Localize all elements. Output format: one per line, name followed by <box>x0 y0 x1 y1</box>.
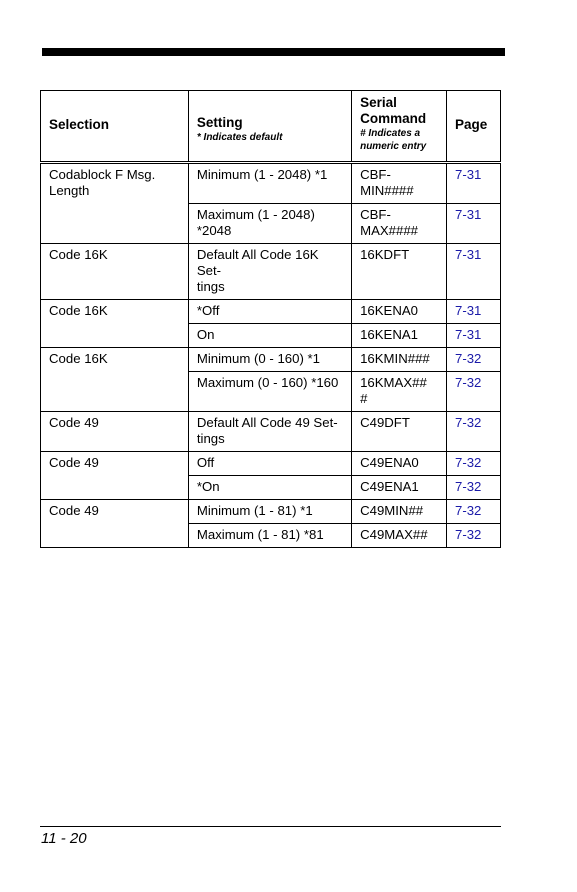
settings-table <box>40 90 501 548</box>
command-cell: C49MIN## <box>352 500 447 524</box>
setting-cell: Maximum (1 - 2048) *2048 <box>188 204 351 244</box>
page-link[interactable]: 7-31 <box>447 244 501 300</box>
setting-cell: Default All Code 49 Set- tings <box>188 412 351 452</box>
setting-cell: Default All Code 16K Set- tings <box>188 244 351 300</box>
command-cell: C49MAX## <box>352 524 447 548</box>
table-row <box>41 300 501 324</box>
page-link[interactable]: 7-32 <box>447 348 501 372</box>
table-header-row <box>41 91 501 163</box>
setting-cell: *Off <box>188 300 351 324</box>
page-link[interactable]: 7-32 <box>447 524 501 548</box>
page-link[interactable]: 7-31 <box>447 324 501 348</box>
setting-cell: On <box>188 324 351 348</box>
selection-cell: Codablock F Msg. Length <box>41 163 189 244</box>
command-cell: 16KMIN### <box>352 348 447 372</box>
table-row <box>41 348 501 372</box>
page-link[interactable]: 7-32 <box>447 412 501 452</box>
selection-cell: Code 16K <box>41 348 189 412</box>
selection-cell: Code 16K <box>41 300 189 348</box>
top-rule <box>42 48 505 56</box>
command-cell: CBF- MAX#### <box>352 204 447 244</box>
header-selection: Selection <box>41 91 189 163</box>
selection-cell: Code 16K <box>41 244 189 300</box>
table-row <box>41 244 501 300</box>
setting-cell: Minimum (0 - 160) *1 <box>188 348 351 372</box>
selection-cell: Code 49 <box>41 412 189 452</box>
setting-cell: Off <box>188 452 351 476</box>
command-cell: C49ENA0 <box>352 452 447 476</box>
table-row <box>41 412 501 452</box>
command-cell: 16KENA0 <box>352 300 447 324</box>
page-number: 11 - 20 <box>41 830 87 847</box>
command-cell: 16KDFT <box>352 244 447 300</box>
header-setting: Setting * Indicates default <box>188 91 351 163</box>
setting-cell: Minimum (1 - 2048) *1 <box>188 163 351 204</box>
footer-rule <box>40 826 501 827</box>
setting-cell: Maximum (0 - 160) *160 <box>188 372 351 412</box>
page-link[interactable]: 7-32 <box>447 500 501 524</box>
command-cell: C49DFT <box>352 412 447 452</box>
page-link[interactable]: 7-32 <box>447 372 501 412</box>
table-row <box>41 500 501 524</box>
setting-cell: *On <box>188 476 351 500</box>
command-cell: 16KENA1 <box>352 324 447 348</box>
header-serial-command: Serial Command # Indicates a numeric entry <box>352 91 447 163</box>
header-page: Page <box>447 91 501 163</box>
page-link[interactable]: 7-31 <box>447 204 501 244</box>
page-link[interactable]: 7-32 <box>447 452 501 476</box>
setting-cell: Maximum (1 - 81) *81 <box>188 524 351 548</box>
table-row <box>41 452 501 476</box>
selection-cell: Code 49 <box>41 452 189 500</box>
command-cell: 16KMAX## # <box>352 372 447 412</box>
table-row <box>41 163 501 204</box>
setting-cell: Minimum (1 - 81) *1 <box>188 500 351 524</box>
page-link[interactable]: 7-31 <box>447 300 501 324</box>
command-cell: CBF- MIN#### <box>352 163 447 204</box>
page-link[interactable]: 7-32 <box>447 476 501 500</box>
page-link[interactable]: 7-31 <box>447 163 501 204</box>
selection-cell: Code 49 <box>41 500 189 548</box>
command-cell: C49ENA1 <box>352 476 447 500</box>
